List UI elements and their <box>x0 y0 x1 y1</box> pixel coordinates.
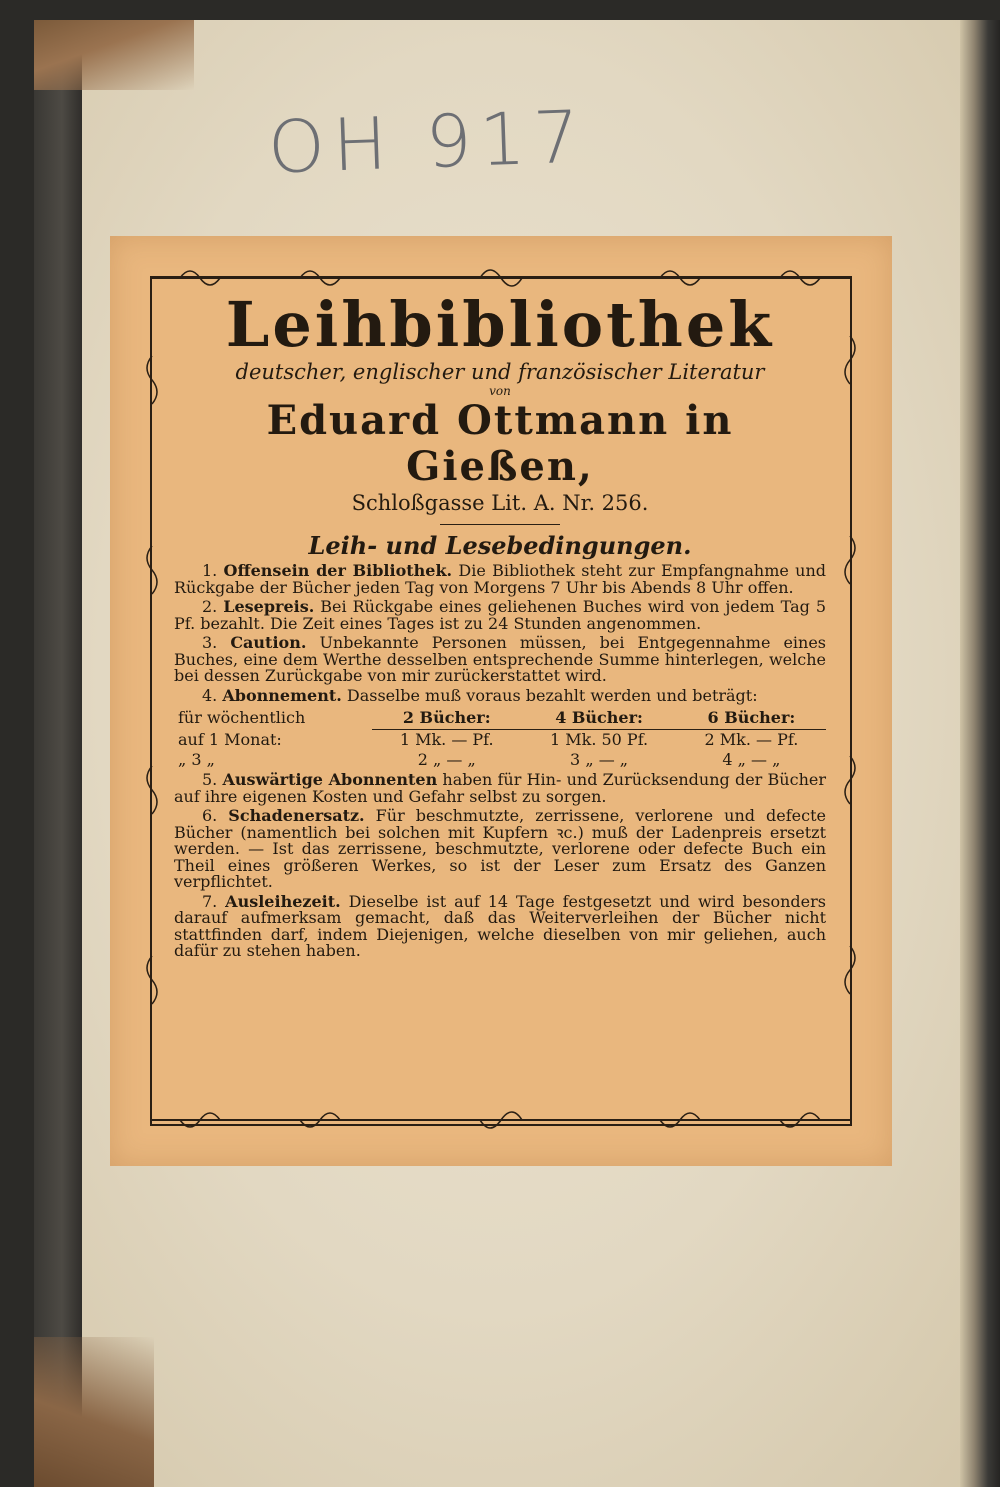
conditions-heading: Leih- und Lesebedingungen. <box>308 531 692 560</box>
conditions-body <box>174 563 826 960</box>
library-label <box>110 236 892 1166</box>
rates-header-2-books: 2 Bücher: <box>372 707 521 730</box>
rates-cell: 1 Mk. — Pf. <box>399 730 494 749</box>
subscription-rates-table <box>174 707 826 770</box>
label-von: von <box>489 384 511 398</box>
rates-cell: 1 Mk. 50 Pf. <box>549 730 649 749</box>
rates-header-period: für wöchentlich <box>178 708 306 728</box>
label-content <box>174 290 826 963</box>
rates-cell: 4 „ — „ <box>722 750 781 769</box>
rates-header-6-books: 6 Bücher: <box>677 707 826 730</box>
label-address: Schloßgasse Lit. A. Nr. 256. <box>351 491 649 515</box>
condition-1: 1. Offensein der Bibliothek. Die Bibliothek steht zur Empfangnahme und Rückgabe der Bücher jeden Tag von Morgens 7 Uhr bis Abends 8 Uhr offen. <box>174 561 826 597</box>
condition-4: 4. Abonnement. Dasselbe muß voraus bezahlt werden und beträgt: <box>202 685 758 705</box>
rates-cell: 3 „ — „ <box>570 750 629 769</box>
rates-cell: „ 3 „ <box>178 750 215 769</box>
rates-cell: auf 1 Monat: <box>178 730 282 749</box>
condition-2: 2. Lesepreis. Bei Rückgabe eines geliehenen Buches wird von jedem Tag 5 Pf. bezahlt. Die Zeit eines Tages ist zu 24 Stunden angenommen. <box>174 597 826 633</box>
leather-corner-bottom <box>34 1337 154 1487</box>
pencil-shelfmark: OH 917 <box>266 94 589 190</box>
condition-3: 3. Caution. Unbekannte Personen müssen, bei Entgegennahme eines Buches, eine dem Werthe desselben entsprechende Summe hinterlegen, welche bei dessen Zurückgabe von mir zurückerstattet wird. <box>174 633 827 685</box>
condition-6: 6. Schadenersatz. Für beschmutzte, zerrissene, verlorene und defecte Bücher (namentlich bei solchen mit Kupfern ꝛc.) muß der Ladenpreis ersetzt werden. — Ist das zerrissene, beschmutzte, verlorene oder defecte Buch ein Theil eines größeren Werkes, so ist der Leser zum Ersatz des Ganzen verpflichtet. <box>174 806 826 891</box>
rates-header-4-books: 4 Bücher: <box>521 707 677 730</box>
rates-cell: 2 „ — „ <box>417 750 476 769</box>
divider-rule <box>440 524 560 525</box>
rates-header-row <box>174 707 826 730</box>
condition-7: 7. Ausleihezeit. Dieselbe ist auf 14 Tage festgesetzt und wird besonders darauf aufmerksam gemacht, daß das Weiterverleihen der Bücher nicht stattfinden darf, indem Diejenigen, welche dieselben von mir geliehen, auch dafür zu stehen haben. <box>174 891 826 960</box>
condition-5: 5. Auswärtige Abonnenten haben für Hin- und Zurücksendung der Bücher auf ihre eigenen Kosten und Gefahr selbst zu sorgen. <box>174 770 826 806</box>
rates-row <box>174 730 826 751</box>
gutter-shadow <box>960 20 1000 1487</box>
label-title: Leihbibliothek <box>225 288 775 361</box>
leather-corner-top <box>34 20 194 90</box>
label-subtitle: deutscher, englischer und französischer Literatur <box>235 360 765 384</box>
label-owner: Eduard Ottmann in Gießen, <box>266 397 734 490</box>
rates-cell: 2 Mk. — Pf. <box>704 730 799 749</box>
rates-row <box>174 750 826 770</box>
